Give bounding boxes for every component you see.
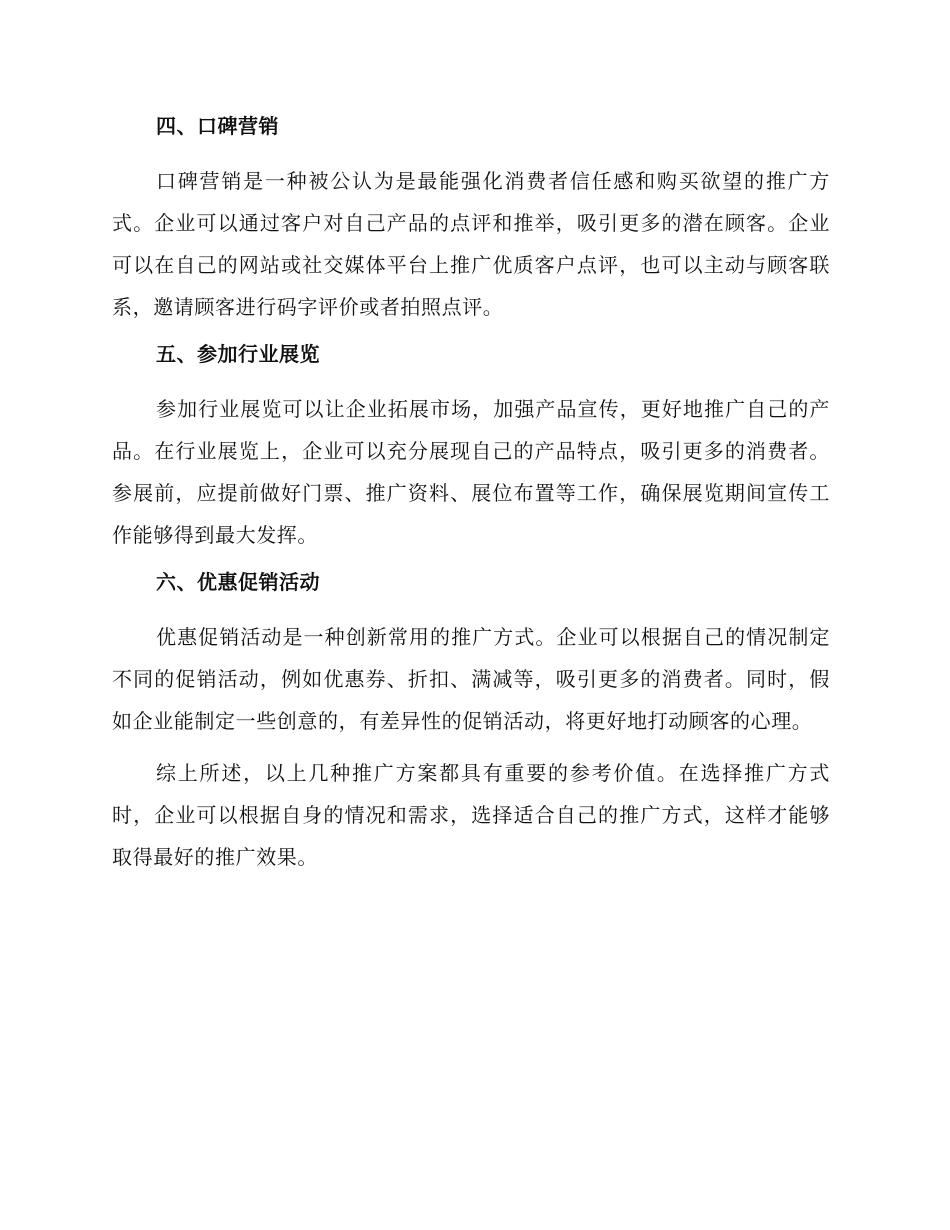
section-heading-word-of-mouth: 四、口碑营销 xyxy=(156,114,279,138)
paragraph-trade-show: 参加行业展览可以让企业拓展市场，加强产品宣传，更好地推广自己的产品。在行业展览上，企业可以充分展现自己的产品特点，吸引更多的消费者。参展前，应提前做好门票、推广资料、展位布置等工作，确保展览期间宣传工作能够得到最大发挥。 xyxy=(112,397,830,547)
paragraph-promotions: 优惠促销活动是一种创新常用的推广方式。企业可以根据自己的情况制定不同的促销活动，例如优惠券、折扣、满减等，吸引更多的消费者。同时，假如企业能制定一些创意的，有差异性的促销活动，将更好地打动顾客的心理。 xyxy=(112,625,830,733)
section-heading-promotions: 六、优惠促销活动 xyxy=(156,570,320,594)
paragraph-word-of-mouth: 口碑营销是一种被公认为是最能强化消费者信任感和购买欲望的推广方式。企业可以通过客户对自己产品的点评和推举，吸引更多的潜在顾客。企业可以在自己的网站或社交媒体平台上推广优质客户点评，也可以主动与顾客联系，邀请顾客进行码字评价或者拍照点评。 xyxy=(112,169,830,319)
section-heading-trade-show: 五、参加行业展览 xyxy=(156,342,320,366)
paragraph-conclusion: 综上所述，以上几种推广方案都具有重要的参考价值。在选择推广方式时，企业可以根据自身的情况和需求，选择适合自己的推广方式，这样才能够取得最好的推广效果。 xyxy=(112,761,830,869)
